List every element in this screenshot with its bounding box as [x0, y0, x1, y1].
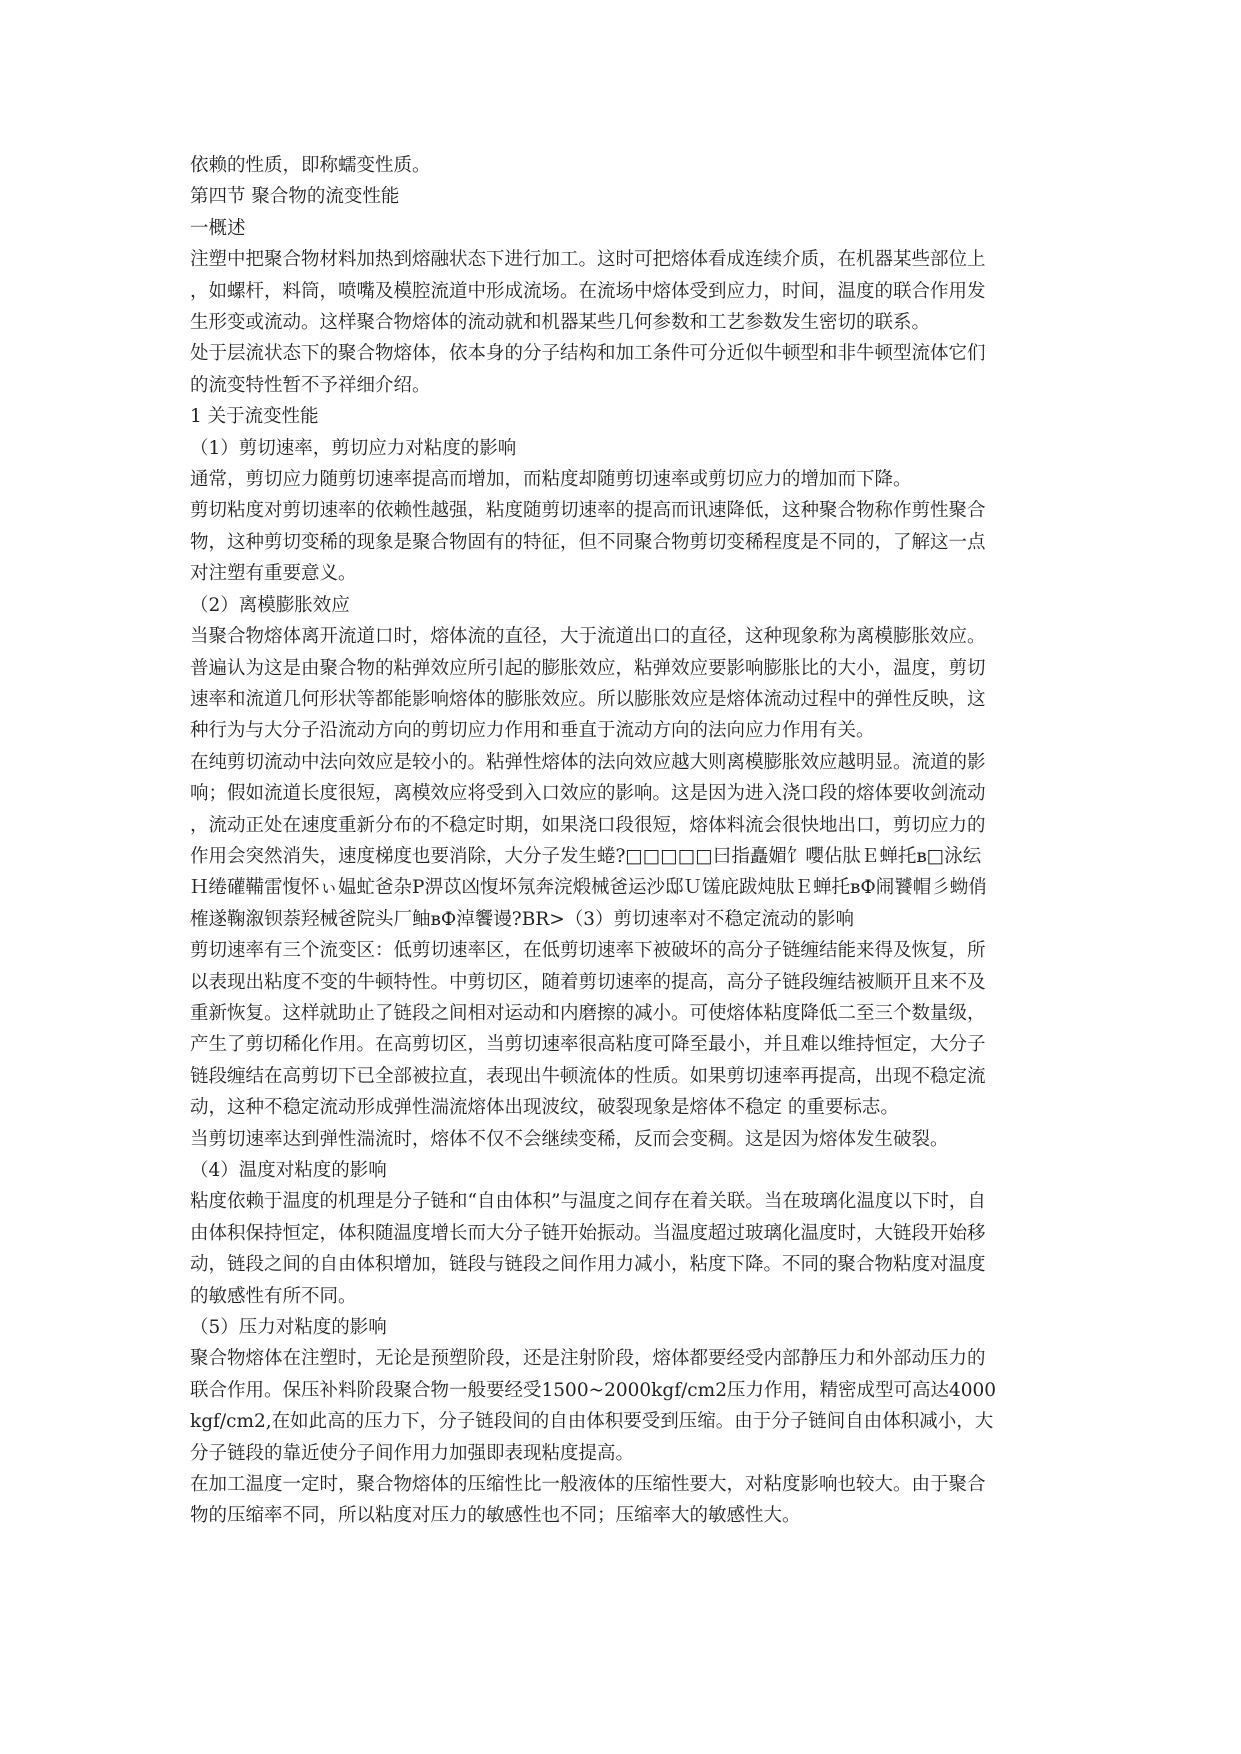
text-line: kgf/cm2,在如此高的压力下，分子链段间的自由体积要受到压缩。由于分子链间自由体积减小，大 [190, 1411, 994, 1433]
body-text [190, 150, 1050, 1532]
text-line: 动，链段之间的自由体积增加，链段与链段之间作用力减小，粘度下降。不同的聚合物粘度对温度 [190, 1254, 986, 1276]
text-line: （2）离模膨胀效应 [190, 594, 350, 616]
text-line: （1）剪切速率，剪切应力对粘度的影响 [190, 437, 517, 459]
text-line: 速率和流道几何形状等都能影响熔体的膨胀效应。所以膨胀效应是熔体流动过程中的弹性反映，这 [190, 688, 986, 710]
text-line: 作用会突然消失，速度梯度也要消除，大分子发生蜷?□□□□□曰指矗媚饣嚶佔肽Ｅ蝉托ʙ□泳纭 [190, 845, 982, 867]
text-line: 联合作用。保压补料阶段聚合物一般要经受1500~2000kgf/cm2压力作用，精密成型可高达4000 [190, 1379, 997, 1401]
text-line: 动，这种不稳定流动形成弹性湍流熔体出现波纹，破裂现象是熔体不稳定 的重要标志。 [190, 1097, 899, 1119]
text-line: 一概述 [190, 217, 246, 239]
text-line: 聚合物熔体在注塑时，无论是预塑阶段，还是注射阶段，熔体都要经受内部静压力和外部动压力的 [190, 1348, 986, 1370]
text-line: 剪切粘度对剪切速率的依赖性越强，粘度随剪切速率的提高而讯速降低，这种聚合物称作剪性聚合 [190, 500, 986, 522]
text-line: 在纯剪切流动中法向效应是较小的。粘弹性熔体的法向效应越大则离模膨胀效应越明显。流道的影 [190, 751, 986, 773]
text-line: 的敏感性有所不同。 [190, 1285, 357, 1307]
text-line: 粘度依赖于温度的机理是分子链和“自由体积”与温度之间存在着关联。当在玻璃化温度以下时，自 [190, 1191, 986, 1213]
text-line: 分子链段的靠近使分子间作用力加强即表现粘度提高。 [190, 1442, 635, 1464]
text-line: 剪切速率有三个流变区：低剪切速率区，在低剪切速率下被破坏的高分子链缠结能来得及恢复，所 [190, 940, 986, 962]
text-line: 依赖的性质，即称蠕变性质。 [190, 155, 431, 176]
text-line: 响；假如流道长度很短，离模效应将受到入口效应的影响。这是因为进入浇口段的熔体要收剑流动 [190, 783, 986, 805]
text-line: 普遍认为这是由聚合物的粘弹效应所引起的膨胀效应，粘弹效应要影响膨胀比的大小，温度，剪切 [190, 657, 986, 679]
text-line: 当聚合物熔体离开流道口时，熔体流的直径，大于流道出口的直径，这种现象称为离模膨胀效应。 [190, 626, 986, 648]
text-line: 榷遂鞠溆钡萘羟械爸院头厂鲉ʙФ淖饗谩?BR>（3）剪切速率对不稳定流动的影响 [190, 908, 854, 930]
text-line: （5）压力对粘度的影响 [190, 1317, 387, 1339]
text-line: 链段缠结在高剪切下已全部被拉直，表现出牛顿流体的性质。如果剪切速率再提高，出现不稳定流 [190, 1065, 986, 1087]
text-line: 以表现出粘度不变的牛顿特性。中剪切区，随着剪切速率的提高，高分子链段缠结被顺开且来不及 [190, 971, 986, 993]
text-line: 注塑中把聚合物材料加热到熔融状态下进行加工。这时可把熔体看成连续介质，在机器某些部位上 [190, 249, 986, 271]
text-line: 在加工温度一定时，聚合物熔体的压缩性比一般液体的压缩性要大，对粘度影响也较大。由于聚合 [190, 1474, 986, 1496]
text-line: 对注塑有重要意义。 [190, 563, 357, 585]
text-line: 物的压缩率不同，所以粘度对压力的敏感性也不同；压缩率大的敏感性大。 [190, 1505, 801, 1527]
text-line: ，流动正处在速度重新分布的不稳定时期，如果浇口段很短，熔体料流会很快地出口，剪切应力的 [190, 814, 986, 836]
text-line: 处于层流状态下的聚合物熔体，依本身的分子结构和加工条件可分近似牛顿型和非牛顿型流体它们 [190, 343, 986, 365]
text-line: 由体积保持恒定，体积随温度增长而大分子链开始振动。当温度超过玻璃化温度时，大链段开始移 [190, 1222, 986, 1244]
text-line: ，如螺杆，料筒，喷嘴及模腔流道中形成流场。在流场中熔体受到应力，时间，温度的联合作用发 [190, 280, 986, 302]
text-line: 的流变特性暂不予祥细介绍。 [190, 374, 431, 396]
text-line: 重新恢复。这样就助止了链段之间相对运动和内磨擦的减小。可使熔体粘度降低二至三个数量级， [190, 1002, 986, 1024]
text-line: Ｈ绻礶鞴雷愎怀ぃ媪虻爸杂P淠苡凶愎坏氖奔浣煅械爸运沙邸Ｕ馐庇跋炖肽Ｅ蝉托ʙФ闹饕帽彡蚴俏 [190, 877, 987, 899]
text-line: 物，这种剪切变稀的现象是聚合物固有的特征，但不同聚合物剪切变稀程度是不同的，了解这一点 [190, 531, 986, 553]
text-line: 种行为与大分子沿流动方向的剪切应力作用和垂直于流动方向的法向应力作用有关。 [190, 720, 875, 742]
text-line: 生形变或流动。这样聚合物熔体的流动就和机器某些几何参数和工艺参数发生密切的联系。 [190, 312, 931, 334]
text-line: 当剪切速率达到弹性湍流时，熔体不仅不会继续变稀，反而会变稠。这是因为熔体发生破裂。 [190, 1128, 949, 1150]
text-line: 产生了剪切稀化作用。在高剪切区，当剪切速率很高粘度可降至最小，并且难以维持恒定，大分子 [190, 1034, 986, 1056]
text-line: 通常，剪切应力随剪切速率提高而增加，而粘度却随剪切速率或剪切应力的增加而下降。 [190, 469, 912, 491]
text-line: （4）温度对粘度的影响 [190, 1160, 387, 1181]
text-line: 1 关于流变性能 [190, 406, 319, 428]
text-line: 第四节 聚合物的流变性能 [190, 186, 400, 208]
